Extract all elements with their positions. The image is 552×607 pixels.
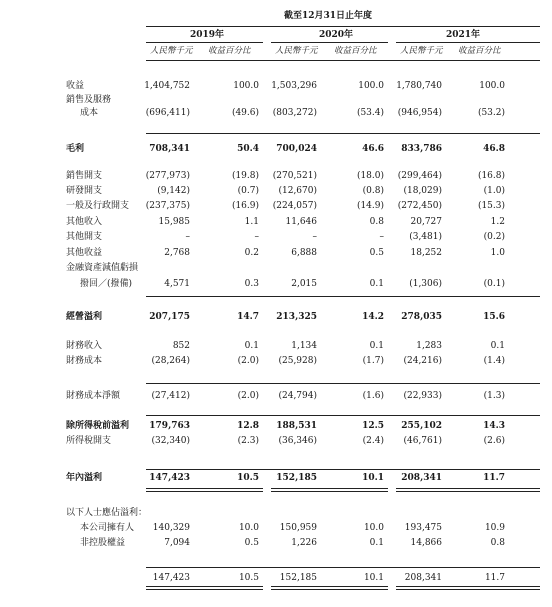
amount-cell: (36,346) [278, 436, 317, 446]
amount-cell: (32,340) [151, 436, 190, 446]
amount-cell: (237,375) [145, 201, 190, 211]
percent-cell: 46.6 [362, 144, 384, 154]
amount-cell: 2,768 [164, 248, 190, 258]
amount-cell: 152,185 [279, 573, 317, 583]
amount-cell: 147,423 [152, 573, 190, 583]
amount-cell: 11,646 [285, 217, 317, 227]
amount-cell: 207,175 [149, 312, 190, 322]
percent-cell: (1.7) [362, 356, 384, 366]
percent-cell: (0.1) [483, 279, 505, 289]
amount-cell: (18,029) [403, 186, 442, 196]
amount-cell: 152,185 [276, 473, 317, 483]
percent-cell: (16.8) [477, 171, 505, 181]
rule-before-net-finance [146, 383, 540, 384]
percent-cell: 50.4 [237, 144, 259, 154]
row-label: 本公司擁有人 [80, 523, 135, 533]
percent-cell: 0.1 [244, 341, 259, 351]
col-rmb-2019: 人民幣千元 [150, 46, 193, 56]
percent-cell: (1.4) [483, 356, 505, 366]
amount-cell: (946,954) [397, 108, 442, 118]
row-label: 其他收入 [66, 217, 103, 227]
row-label: 金融資產減值虧損 [66, 263, 139, 273]
percent-cell: 11.7 [483, 473, 505, 483]
amount-cell: 18,252 [410, 248, 442, 258]
row-label: 財務成本 [66, 356, 103, 366]
percent-cell: 11.7 [484, 573, 505, 583]
amount-cell: 20,727 [410, 217, 442, 227]
amount-cell: 852 [172, 341, 190, 351]
percent-cell: (18.0) [356, 171, 384, 181]
amount-cell: 255,102 [401, 421, 442, 431]
row-label: 非控股權益 [80, 538, 126, 548]
row-label: 研發開支 [66, 186, 103, 196]
amount-cell: 2,015 [291, 279, 317, 289]
percent-cell: 0.8 [490, 538, 505, 548]
percent-cell: 10.5 [237, 473, 259, 483]
percent-cell: 10.1 [362, 473, 384, 483]
percent-cell: 0.1 [490, 341, 505, 351]
row-label: 其他開支 [66, 232, 103, 242]
percent-cell: 10.1 [363, 573, 384, 583]
row-label: 年內溢利 [66, 473, 103, 483]
row-label: 銷售開支 [66, 171, 103, 181]
year-2019-header: 2019年 [190, 30, 225, 40]
amount-cell: (277,973) [145, 171, 190, 181]
rule-before-operating-profit [146, 296, 540, 297]
amount-cell: 208,341 [404, 573, 442, 583]
row-label: 以下人士應佔溢利： [66, 508, 148, 518]
amount-cell: 179,763 [149, 421, 190, 431]
year-2021-underline [396, 42, 540, 43]
row-label: 成本 [80, 108, 99, 118]
amount-cell: 4,571 [164, 279, 190, 289]
percent-cell: 46.8 [483, 144, 505, 154]
year-2019-underline [146, 42, 263, 43]
percent-cell: (19.8) [231, 171, 259, 181]
col-pct-2020: 收益百分比 [334, 46, 377, 56]
row-label: 其他收益 [66, 248, 103, 258]
percent-cell: (53.4) [356, 108, 384, 118]
amount-cell: 213,325 [276, 312, 317, 322]
percent-cell: (53.2) [477, 108, 505, 118]
double-rule-year-profit-c [396, 488, 540, 492]
amount-cell: (25,928) [278, 356, 317, 366]
percent-cell: (1.6) [362, 391, 384, 401]
col-pct-2019: 收益百分比 [208, 46, 251, 56]
amount-cell: 1,283 [416, 341, 442, 351]
amount-cell: (27,412) [151, 391, 190, 401]
percent-cell: – [254, 232, 259, 242]
amount-cell: (24,216) [403, 356, 442, 366]
year-2021-header: 2021年 [446, 30, 481, 40]
percent-cell: 15.6 [483, 312, 505, 322]
amount-cell: 1,404,752 [144, 81, 190, 91]
period-underline [146, 26, 540, 27]
col-rmb-2020: 人民幣千元 [275, 46, 318, 56]
row-label: 財務成本淨額 [66, 391, 121, 401]
double-rule-total-c [396, 586, 540, 590]
amount-cell: 708,341 [149, 144, 190, 154]
row-label: 財務收入 [66, 341, 103, 351]
percent-cell: (2.4) [362, 436, 384, 446]
amount-cell: 150,959 [279, 523, 317, 533]
amount-cell: (1,306) [409, 279, 442, 289]
rule-before-gross-profit [146, 133, 540, 134]
percent-cell: 14.2 [362, 312, 384, 322]
amount-cell: – [312, 232, 317, 242]
percent-cell: 0.1 [369, 279, 384, 289]
year-2020-underline [271, 42, 388, 43]
amount-cell: 1,780,740 [396, 81, 442, 91]
amount-cell: 147,423 [149, 473, 190, 483]
amount-cell: (12,670) [278, 186, 317, 196]
amount-cell: 833,786 [401, 144, 442, 154]
rule-before-year-profit [146, 469, 540, 470]
amount-cell: 6,888 [291, 248, 317, 258]
percent-cell: (0.7) [237, 186, 259, 196]
amount-cell: 1,134 [291, 341, 317, 351]
row-label: 經營溢利 [66, 312, 103, 322]
amount-cell: (9,142) [157, 186, 190, 196]
percent-cell: (2.0) [237, 356, 259, 366]
amount-cell: 208,341 [401, 473, 442, 483]
percent-cell: (15.3) [477, 201, 505, 211]
percent-cell: 0.3 [244, 279, 259, 289]
amount-cell: 278,035 [401, 312, 442, 322]
row-label: 收益 [66, 81, 85, 91]
amount-cell: (46,761) [403, 436, 442, 446]
percent-cell: 100.0 [479, 81, 505, 91]
amount-cell: 7,094 [164, 538, 190, 548]
percent-cell: 10.5 [238, 573, 259, 583]
percent-cell: 10.9 [484, 523, 505, 533]
rule-before-pretax [146, 415, 540, 416]
percent-cell: 1.0 [490, 248, 505, 258]
double-rule-total-a [146, 586, 263, 590]
double-rule-total-b [271, 586, 388, 590]
percent-cell: 0.1 [369, 341, 384, 351]
row-label: 毛利 [66, 144, 85, 154]
percent-cell: (1.0) [483, 186, 505, 196]
percent-cell: – [379, 232, 384, 242]
period-header: 截至12月31日止年度 [284, 11, 373, 21]
col-rmb-2021: 人民幣千元 [400, 46, 443, 56]
row-label: 一般及行政開支 [66, 201, 130, 211]
percent-cell: (1.3) [483, 391, 505, 401]
percent-cell: 0.1 [369, 538, 384, 548]
percent-cell: (0.8) [362, 186, 384, 196]
percent-cell: 1.1 [244, 217, 259, 227]
percent-cell: 0.8 [369, 217, 384, 227]
amount-cell: 140,329 [152, 523, 190, 533]
percent-cell: 100.0 [233, 81, 259, 91]
percent-cell: (0.2) [483, 232, 505, 242]
amount-cell: (696,411) [145, 108, 190, 118]
amount-cell: (3,481) [409, 232, 442, 242]
amount-cell: (270,521) [272, 171, 317, 181]
percent-cell: (2.0) [237, 391, 259, 401]
row-label: 所得稅開支 [66, 436, 112, 446]
amount-cell: 14,866 [410, 538, 442, 548]
percent-cell: (16.9) [231, 201, 259, 211]
amount-cell: 15,985 [158, 217, 190, 227]
percent-cell: 14.7 [237, 312, 259, 322]
row-label: 撥回／(撥備) [80, 279, 133, 289]
percent-cell: 12.5 [362, 421, 384, 431]
amount-cell: 193,475 [404, 523, 442, 533]
amount-cell: 1,503,296 [271, 81, 317, 91]
amount-cell: (22,933) [403, 391, 442, 401]
percent-cell: (2.3) [237, 436, 259, 446]
amount-cell: (272,450) [397, 201, 442, 211]
percent-cell: (49.6) [231, 108, 259, 118]
percent-cell: (2.6) [483, 436, 505, 446]
amount-cell: (28,264) [151, 356, 190, 366]
percent-cell: 0.5 [369, 248, 384, 258]
amount-cell: – [185, 232, 190, 242]
row-label: 除所得稅前溢利 [66, 421, 130, 431]
double-rule-year-profit-b [271, 488, 388, 492]
percent-cell: 100.0 [358, 81, 384, 91]
percent-cell: (14.9) [356, 201, 384, 211]
amount-cell: 700,024 [276, 144, 317, 154]
amount-cell: (24,794) [278, 391, 317, 401]
amount-cell: 188,531 [276, 421, 317, 431]
rule-before-total [146, 567, 540, 568]
percent-cell: 1.2 [490, 217, 505, 227]
header-rule [146, 60, 540, 61]
amount-cell: (803,272) [272, 108, 317, 118]
row-label: 銷售及服務 [66, 95, 112, 105]
percent-cell: 0.5 [244, 538, 259, 548]
double-rule-year-profit-a [146, 488, 263, 492]
year-2020-header: 2020年 [319, 30, 354, 40]
amount-cell: (299,464) [397, 171, 442, 181]
percent-cell: 14.3 [483, 421, 505, 431]
percent-cell: 12.8 [237, 421, 259, 431]
percent-cell: 10.0 [363, 523, 384, 533]
col-pct-2021: 收益百分比 [458, 46, 501, 56]
amount-cell: 1,226 [291, 538, 317, 548]
percent-cell: 0.2 [244, 248, 259, 258]
amount-cell: (224,057) [272, 201, 317, 211]
percent-cell: 10.0 [238, 523, 259, 533]
